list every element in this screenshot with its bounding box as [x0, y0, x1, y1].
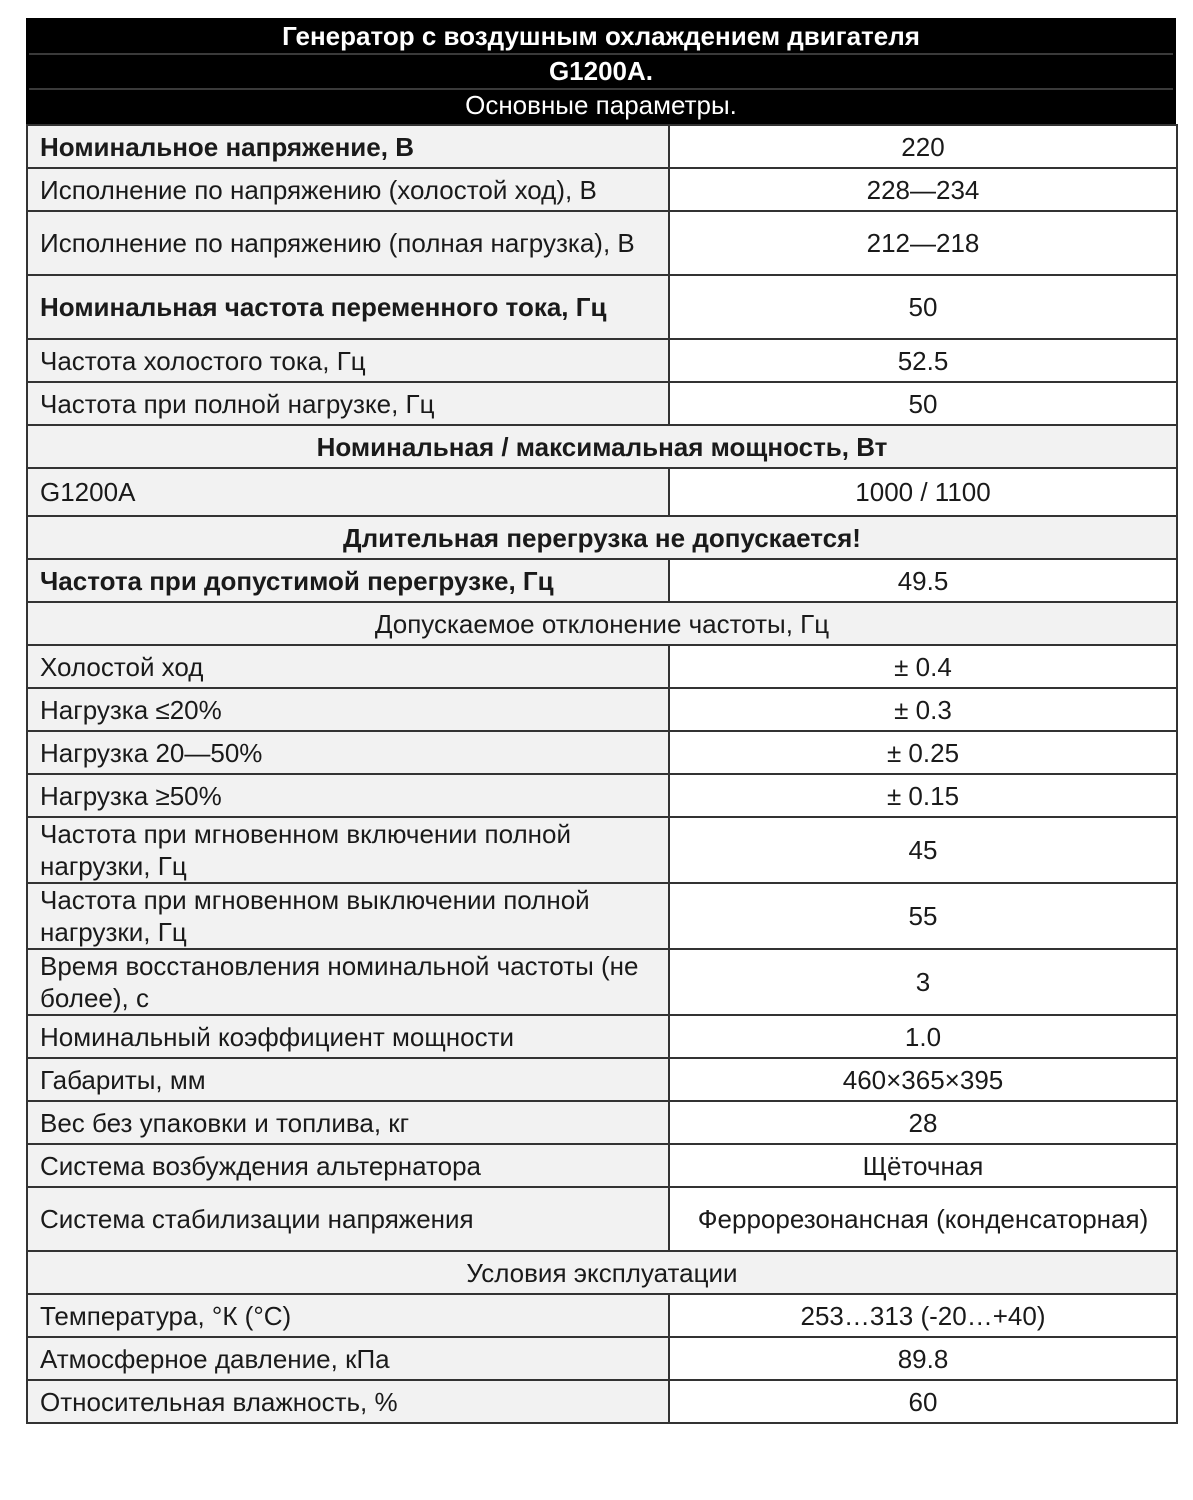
row-value: Щёточная [669, 1144, 1177, 1187]
row-label: Номинальный коэффициент мощности [27, 1015, 669, 1058]
table-row [27, 1101, 1177, 1144]
row-value: 228—234 [669, 168, 1177, 211]
table-row [27, 731, 1177, 774]
row-label: Частота при полной нагрузке, Гц [27, 382, 669, 425]
table-row [27, 468, 1177, 516]
row-value: Феррорезонансная (конденсаторная) [669, 1187, 1177, 1251]
row-value: 55 [669, 883, 1177, 949]
row-label: G1200A [27, 468, 669, 516]
table-row [27, 1144, 1177, 1187]
row-value: 220 [669, 125, 1177, 168]
row-value: 212—218 [669, 211, 1177, 275]
row-value: 49.5 [669, 559, 1177, 602]
row-label: Частота при допустимой перегрузке, Гц [27, 559, 669, 602]
section-heading: Длительная перегрузка не допускается! [27, 516, 1177, 559]
row-value: 60 [669, 1380, 1177, 1423]
row-label: Атмосферное давление, кПа [27, 1337, 669, 1380]
row-label: Время восстановления номинальной частоты (не более), с [27, 949, 669, 1015]
section-heading: Допускаемое отклонение частоты, Гц [27, 602, 1177, 645]
table-row [27, 1058, 1177, 1101]
table-row [27, 688, 1177, 731]
row-value: 1.0 [669, 1015, 1177, 1058]
row-label: Система возбуждения альтернатора [27, 1144, 669, 1187]
subtitle: Основные параметры. [465, 90, 737, 120]
row-value: 45 [669, 817, 1177, 883]
row-value: 89.8 [669, 1337, 1177, 1380]
row-label: Вес без упаковки и топлива, кг [27, 1101, 669, 1144]
table-row [27, 1015, 1177, 1058]
section-heading: Номинальная / максимальная мощность, Вт [27, 425, 1177, 468]
table-row [27, 1380, 1177, 1423]
row-value: 50 [669, 275, 1177, 339]
spec-table [26, 124, 1178, 1424]
table-row [27, 559, 1177, 602]
row-value: 50 [669, 382, 1177, 425]
table-row [27, 1294, 1177, 1337]
table-header [26, 18, 1176, 124]
section-row [27, 516, 1177, 559]
row-value: ± 0.25 [669, 731, 1177, 774]
row-value: ± 0.3 [669, 688, 1177, 731]
title-line-2: G1200A. [548, 56, 654, 86]
table-row [27, 817, 1177, 883]
row-label: Частота холостого тока, Гц [27, 339, 669, 382]
row-label: Исполнение по напряжению (полная нагрузка), В [27, 211, 669, 275]
section-row [27, 425, 1177, 468]
row-value: 28 [669, 1101, 1177, 1144]
section-row [27, 602, 1177, 645]
row-value: 52.5 [669, 339, 1177, 382]
row-label: Исполнение по напряжению (холостой ход), В [27, 168, 669, 211]
row-value: ± 0.4 [669, 645, 1177, 688]
row-value: ± 0.15 [669, 774, 1177, 817]
table-row [27, 949, 1177, 1015]
table-row [27, 1187, 1177, 1251]
table-row [27, 774, 1177, 817]
table-row [27, 883, 1177, 949]
row-label: Холостой ход [27, 645, 669, 688]
table-row [27, 1337, 1177, 1380]
row-value: 1000 / 1100 [669, 468, 1177, 516]
section-heading: Условия эксплуатации [27, 1251, 1177, 1294]
row-label: Частота при мгновенном выключении полной нагрузки, Гц [27, 883, 669, 949]
row-label: Частота при мгновенном включении полной нагрузки, Гц [27, 817, 669, 883]
section-row [27, 1251, 1177, 1294]
row-label: Относительная влажность, % [27, 1380, 669, 1423]
row-label: Нагрузка ≤20% [27, 688, 669, 731]
table-row [27, 339, 1177, 382]
table-row [27, 382, 1177, 425]
table-row [27, 168, 1177, 211]
table-row [27, 211, 1177, 275]
spec-sheet [26, 18, 1176, 1424]
table-row [27, 275, 1177, 339]
row-value: 3 [669, 949, 1177, 1015]
row-label: Габариты, мм [27, 1058, 669, 1101]
row-label: Нагрузка ≥50% [27, 774, 669, 817]
row-label: Температура, °К (°С) [27, 1294, 669, 1337]
table-row [27, 125, 1177, 168]
row-label: Номинальная частота переменного тока, Гц [27, 275, 669, 339]
row-label: Номинальное напряжение, В [27, 125, 669, 168]
row-value: 253…313 (-20…+40) [669, 1294, 1177, 1337]
row-label: Нагрузка 20—50% [27, 731, 669, 774]
title-line-1: Генератор с воздушным охлаждением двигателя [282, 21, 920, 51]
table-row [27, 645, 1177, 688]
row-value: 460×365×395 [669, 1058, 1177, 1101]
row-label: Система стабилизации напряжения [27, 1187, 669, 1251]
